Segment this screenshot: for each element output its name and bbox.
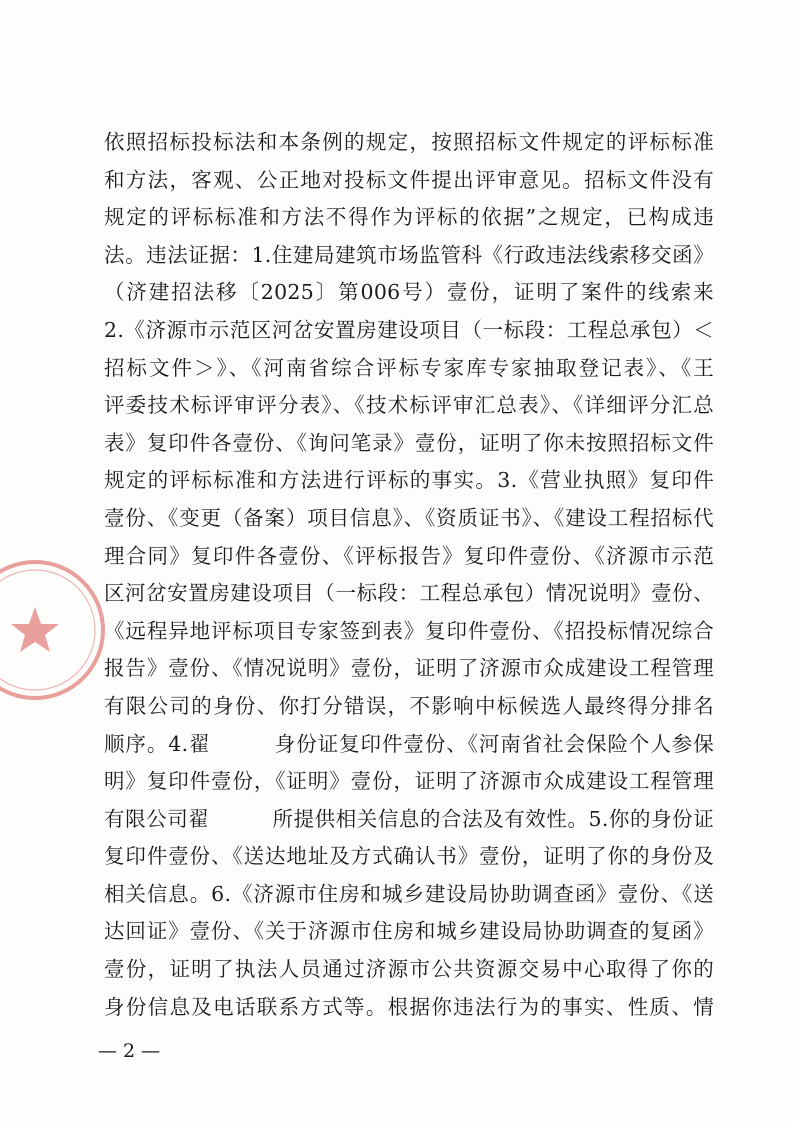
text-line: 《远程异地评标项目专家签到表》复印件壹份、《招投标情况综合 [104, 618, 714, 643]
text-line: 2.《济源市示范区河岔安置房建设项目（一标段：工程总承包）＜ [104, 317, 714, 342]
text-line: 法。违法证据：1.住建局建筑市场监管科《行政违法线索移交函》 [104, 242, 714, 267]
document-body [104, 124, 714, 1026]
text-line: 规定的评标标准和方法不得作为评标的依据”之规定，已构成违 [104, 205, 714, 230]
text-line: 相关信息。6.《济源市住房和城乡建设局协助调查函》壹份、《送 [104, 881, 714, 906]
official-seal-icon [0, 555, 110, 705]
text-line: 明》复印件壹份，《证明》壹份，证明了济源市众成建设工程管理 [104, 769, 714, 794]
text-line: 报告》壹份、《情况说明》壹份，证明了济源市众成建设工程管理 [104, 656, 714, 681]
text-line: 依照招标投标法和本条例的规定，按照招标文件规定的评标标准 [104, 130, 714, 154]
text-line: 规定的评标标准和方法进行评标的事实。3.《营业执照》复印件 [104, 468, 714, 493]
text-line: 壹份、《变更（备案）项目信息》、《资质证书》、《建设工程招标代 [104, 505, 714, 530]
text-line: 有限公司翟 所提供相关信息的合法及有效性。5.你的身份证 [104, 806, 714, 831]
text-line: 复印件壹份、《送达地址及方式确认书》壹份，证明了你的身份及 [104, 844, 714, 869]
text-line: （济建招法移〔2025〕第006号）壹份，证明了案件的线索来 [104, 280, 714, 305]
text-line: 招标文件＞》、《河南省综合评标专家库专家抽取登记表》、《王 [104, 355, 714, 380]
text-line: 顺序。4.翟 身份证复印件壹份、《河南省社会保险个人参保 [104, 731, 714, 756]
text-line: 壹份，证明了执法人员通过济源市公共资源交易中心取得了你的 [104, 957, 714, 982]
text-line: 理合同》复印件各壹份、《评标报告》复印件壹份、《济源市示范 [104, 543, 714, 568]
text-line: 达回证》壹份、《关于济源市住房和城乡建设局协助调查的复函》 [104, 919, 714, 944]
text-line: 和方法，客观、公正地对投标文件提出评审意见。招标文件没有 [104, 167, 714, 192]
text-line: 区河岔安置房建设项目（一标段：工程总承包）情况说明》壹份、 [104, 581, 714, 606]
page-number: — 2 — [98, 1040, 161, 1062]
text-line: 有限公司的身份、你打分错误，不影响中标候选人最终得分排名 [104, 693, 714, 718]
text-line: 表》复印件各壹份、《询问笔录》壹份，证明了你未按照招标文件 [104, 430, 714, 455]
text-line: 身份信息及电话联系方式等。根据你违法行为的事实、性质、情 [104, 994, 714, 1019]
text-line: 评委技术标评审评分表》、《技术标评审汇总表》、《详细评分汇总 [104, 393, 714, 418]
